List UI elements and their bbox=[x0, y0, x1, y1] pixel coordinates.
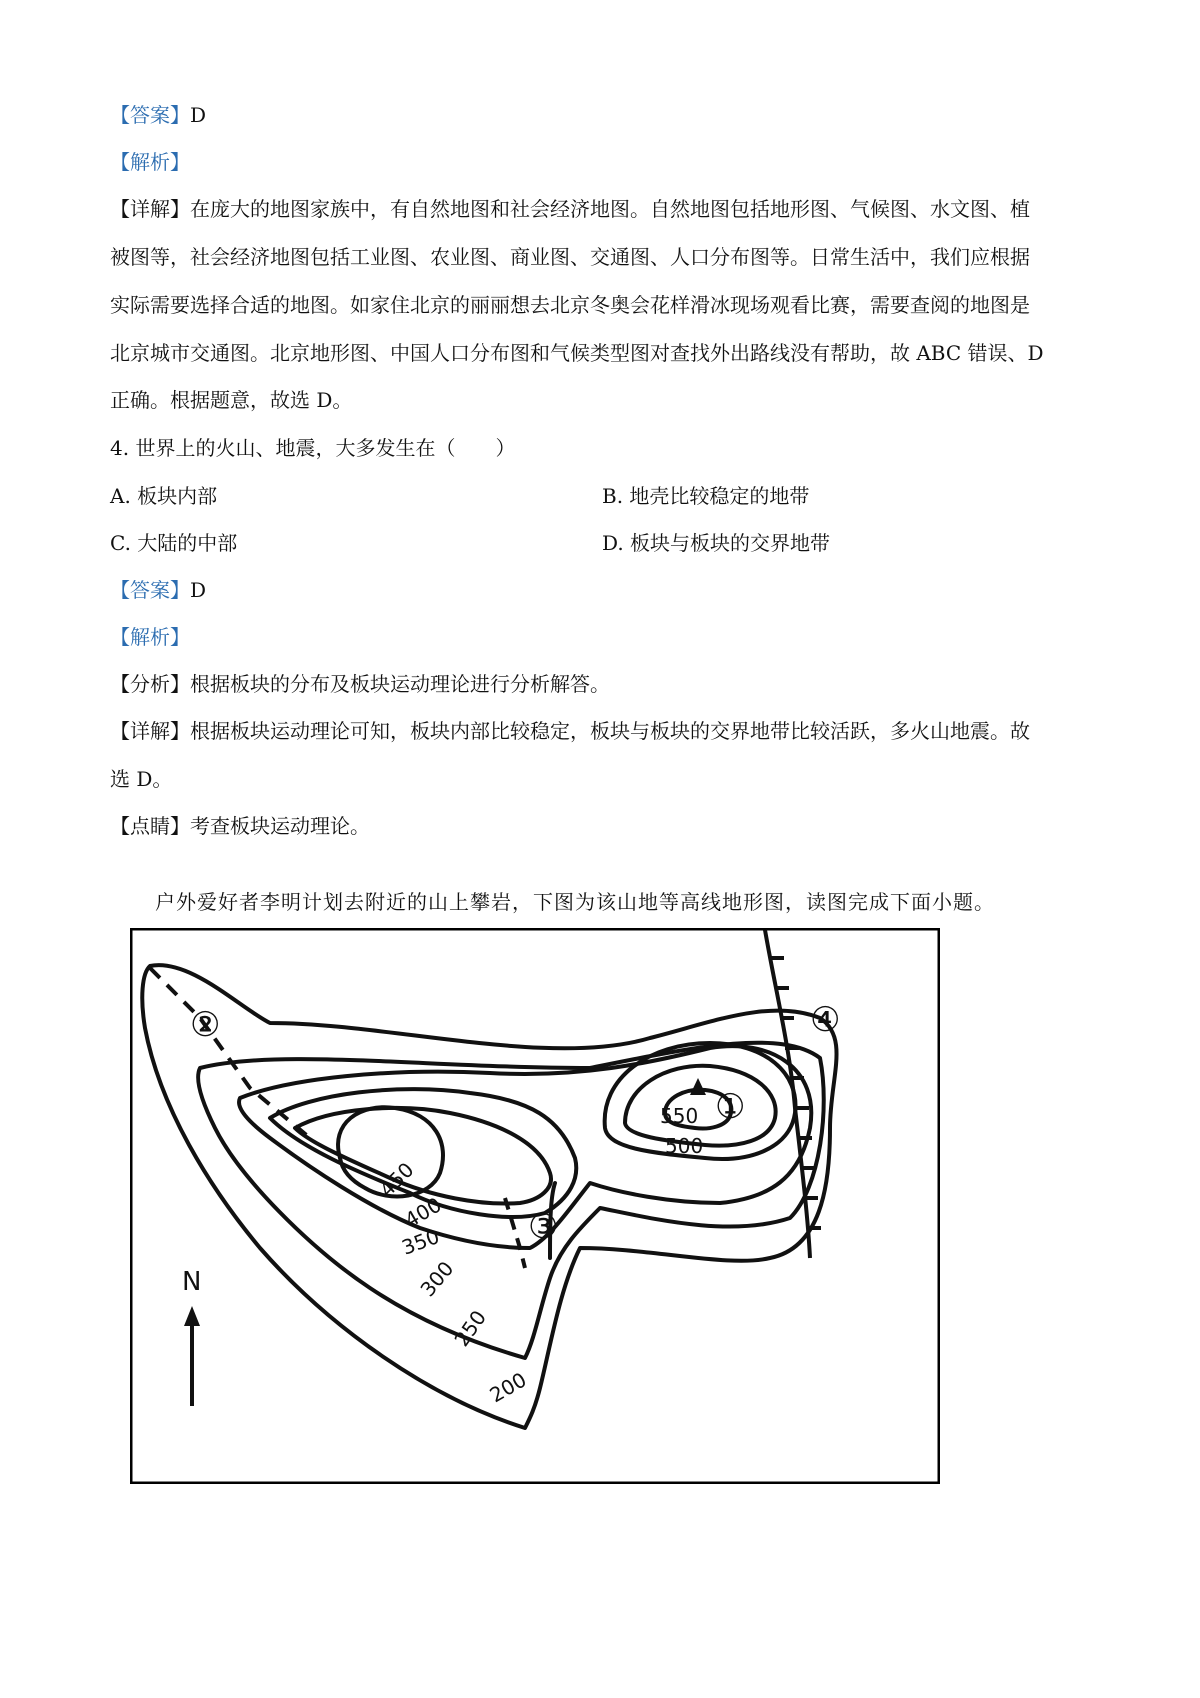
q3-detail-line-5: 正确。根据题意，故选 D。 bbox=[110, 388, 353, 412]
marker-1: ① bbox=[715, 1087, 746, 1127]
analysis-tag: 【解析】 bbox=[110, 625, 190, 649]
answer-value: D bbox=[190, 103, 207, 127]
detail-tag: 【详解】 bbox=[110, 197, 190, 221]
q3-detail-line-4: 北京城市交通图。北京地形图、中国人口分布图和气候类型图对查找外出路线没有帮助，故 ABC 错误、D bbox=[110, 341, 1044, 365]
q4-stem: 4. 世界上的火山、地震，大多发生在（ ） bbox=[110, 436, 516, 460]
detail-text: 在庞大的地图家族中，有自然地图和社会经济地图。自然地图包括地形图、气候图、水文图、植 bbox=[190, 197, 1030, 221]
contour-label-450: 450 bbox=[374, 1157, 419, 1202]
q4-option-a: A. 板块内部 bbox=[110, 484, 218, 508]
q3-answer-line bbox=[110, 100, 206, 130]
fenxi-tag: 【分析】 bbox=[110, 672, 190, 696]
detail-tag: 【详解】 bbox=[110, 719, 190, 743]
q4-analysis-line bbox=[110, 622, 190, 652]
q4-option-b: B. 地壳比较稳定的地带 bbox=[602, 484, 810, 508]
q4-detail-line-2: 选 D。 bbox=[110, 767, 173, 791]
contour-label-400: 400 bbox=[400, 1192, 446, 1233]
q4-answer-line bbox=[110, 575, 206, 605]
contour-label-250: 250 bbox=[449, 1305, 491, 1351]
q4-dianjing-line bbox=[110, 811, 370, 841]
q3-detail-line-1 bbox=[110, 194, 1030, 224]
answer-value: D bbox=[190, 578, 207, 602]
answer-tag: 【答案】 bbox=[110, 578, 190, 602]
contour-map bbox=[130, 928, 940, 1484]
contour-label-500: 500 bbox=[665, 1134, 704, 1158]
dianjing-tag: 【点睛】 bbox=[110, 814, 190, 838]
marker-4: ④ bbox=[810, 1000, 841, 1040]
q3-analysis-line bbox=[110, 147, 190, 177]
marker-2: ② bbox=[190, 1005, 221, 1045]
q3-detail-line-3: 实际需要选择合适的地图。如家住北京的丽丽想去北京冬奥会花样滑冰现场观看比赛，需要查阅的地图是 bbox=[110, 293, 1030, 317]
q4-option-d: D. 板块与板块的交界地带 bbox=[602, 531, 831, 555]
q4-fenxi-line bbox=[110, 669, 610, 699]
map-intro-text: 户外爱好者李明计划去附近的山上攀岩，下图为该山地等高线地形图，读图完成下面小题。 bbox=[155, 890, 995, 914]
q4-option-c: C. 大陆的中部 bbox=[110, 531, 238, 555]
north-label: N bbox=[182, 1267, 202, 1297]
answer-tag: 【答案】 bbox=[110, 103, 190, 127]
contour-label-200: 200 bbox=[485, 1367, 531, 1408]
contour-label-350: 350 bbox=[398, 1224, 443, 1260]
detail-text: 根据板块运动理论可知，板块内部比较稳定，板块与板块的交界地带比较活跃，多火山地震。故 bbox=[190, 719, 1030, 743]
analysis-tag: 【解析】 bbox=[110, 150, 190, 174]
contour-label-550: 550 bbox=[660, 1104, 699, 1128]
fenxi-text: 根据板块的分布及板块运动理论进行分析解答。 bbox=[190, 672, 610, 696]
marker-3: ③ bbox=[528, 1207, 559, 1247]
q3-detail-line-2: 被图等，社会经济地图包括工业图、农业图、商业图、交通图、人口分布图等。日常生活中，我们应根据 bbox=[110, 245, 1030, 269]
contour-label-300: 300 bbox=[415, 1256, 459, 1302]
q4-detail-line-1 bbox=[110, 716, 1030, 746]
dianjing-text: 考查板块运动理论。 bbox=[190, 814, 370, 838]
